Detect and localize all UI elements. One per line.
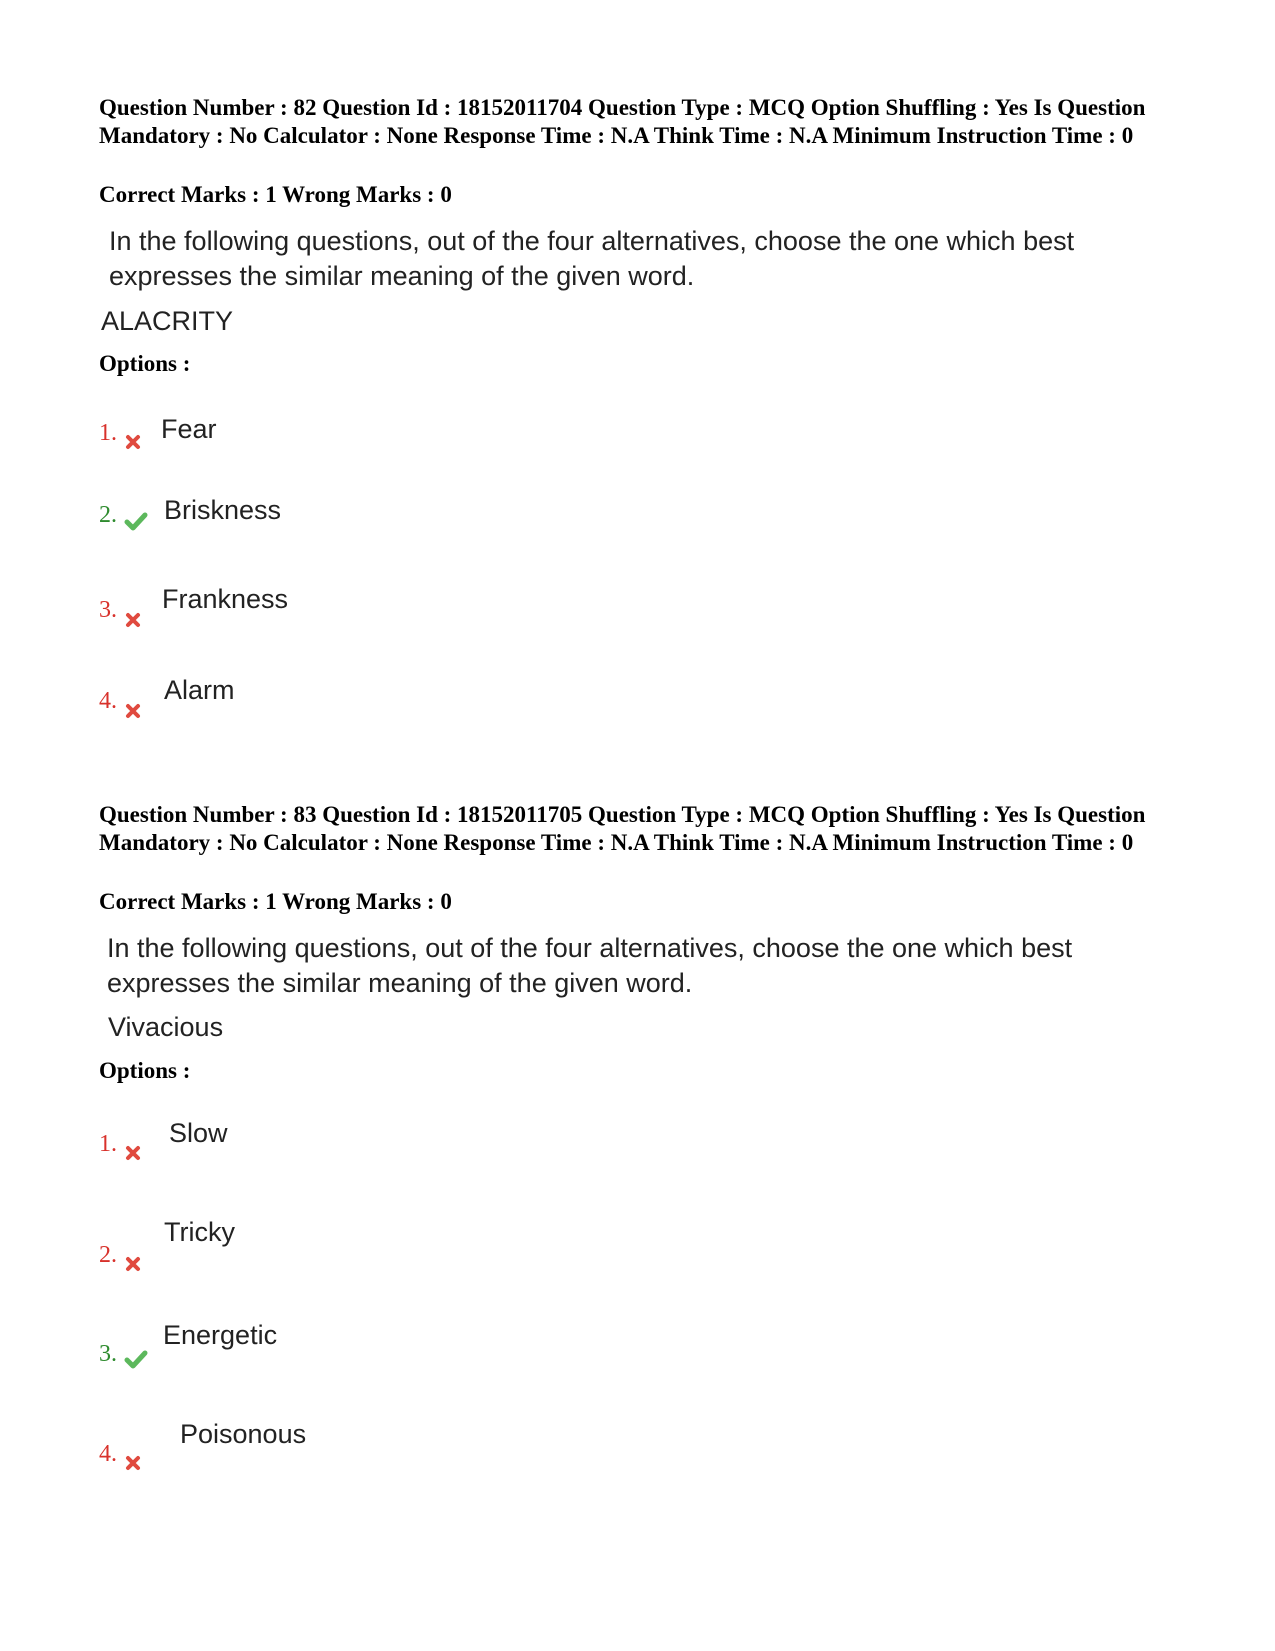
cross-icon xyxy=(125,1455,141,1471)
question-marks: Correct Marks : 1 Wrong Marks : 0 xyxy=(99,182,452,207)
option-number: 4. xyxy=(99,688,117,714)
question-instruction: In the following questions, out of the four alternatives, choose the one which best expresses the similar meaning of the given word. xyxy=(109,226,1075,291)
option-text: Fear xyxy=(161,414,217,444)
check-icon xyxy=(124,1350,148,1370)
check-icon xyxy=(124,512,148,532)
cross-icon xyxy=(125,1145,141,1161)
option-number: 3. xyxy=(99,597,117,623)
option-number: 2. xyxy=(99,1242,117,1268)
option-text: Alarm xyxy=(164,675,235,705)
cross-icon xyxy=(125,1256,141,1272)
option-number: 3. xyxy=(99,1341,117,1367)
cross-icon xyxy=(125,612,141,628)
option-number: 2. xyxy=(99,502,117,528)
question-word: Vivacious xyxy=(108,1012,224,1042)
question-meta: Question Number : 83 Question Id : 18152011705 Question Type : MCQ Option Shuffling : Yes Is Question Mandatory : No Calculator : None Response Time : N.A Think Time : N.A Minimum Instruction Time : 0 xyxy=(99,802,1146,855)
option-text: Poisonous xyxy=(180,1419,307,1449)
option-text: Briskness xyxy=(164,495,282,525)
options-label: Options : xyxy=(99,1058,191,1083)
option-text: Tricky xyxy=(164,1217,235,1247)
option-text: Frankness xyxy=(162,584,289,614)
question-word: ALACRITY xyxy=(101,306,234,336)
cross-icon xyxy=(125,703,141,719)
question-meta: Question Number : 82 Question Id : 18152011704 Question Type : MCQ Option Shuffling : Yes Is Question Mandatory : No Calculator : None Response Time : N.A Think Time : N.A Minimum Instruction Time : 0 xyxy=(99,95,1146,148)
option-text: Slow xyxy=(169,1118,228,1148)
cross-icon xyxy=(125,434,141,450)
option-number: 1. xyxy=(99,420,117,446)
question-instruction: In the following questions, out of the four alternatives, choose the one which best expresses the similar meaning of the given word. xyxy=(107,933,1073,998)
option-text: Energetic xyxy=(163,1320,278,1350)
option-number: 4. xyxy=(99,1441,117,1467)
options-label: Options : xyxy=(99,351,191,376)
question-marks: Correct Marks : 1 Wrong Marks : 0 xyxy=(99,889,452,914)
option-number: 1. xyxy=(99,1131,117,1157)
